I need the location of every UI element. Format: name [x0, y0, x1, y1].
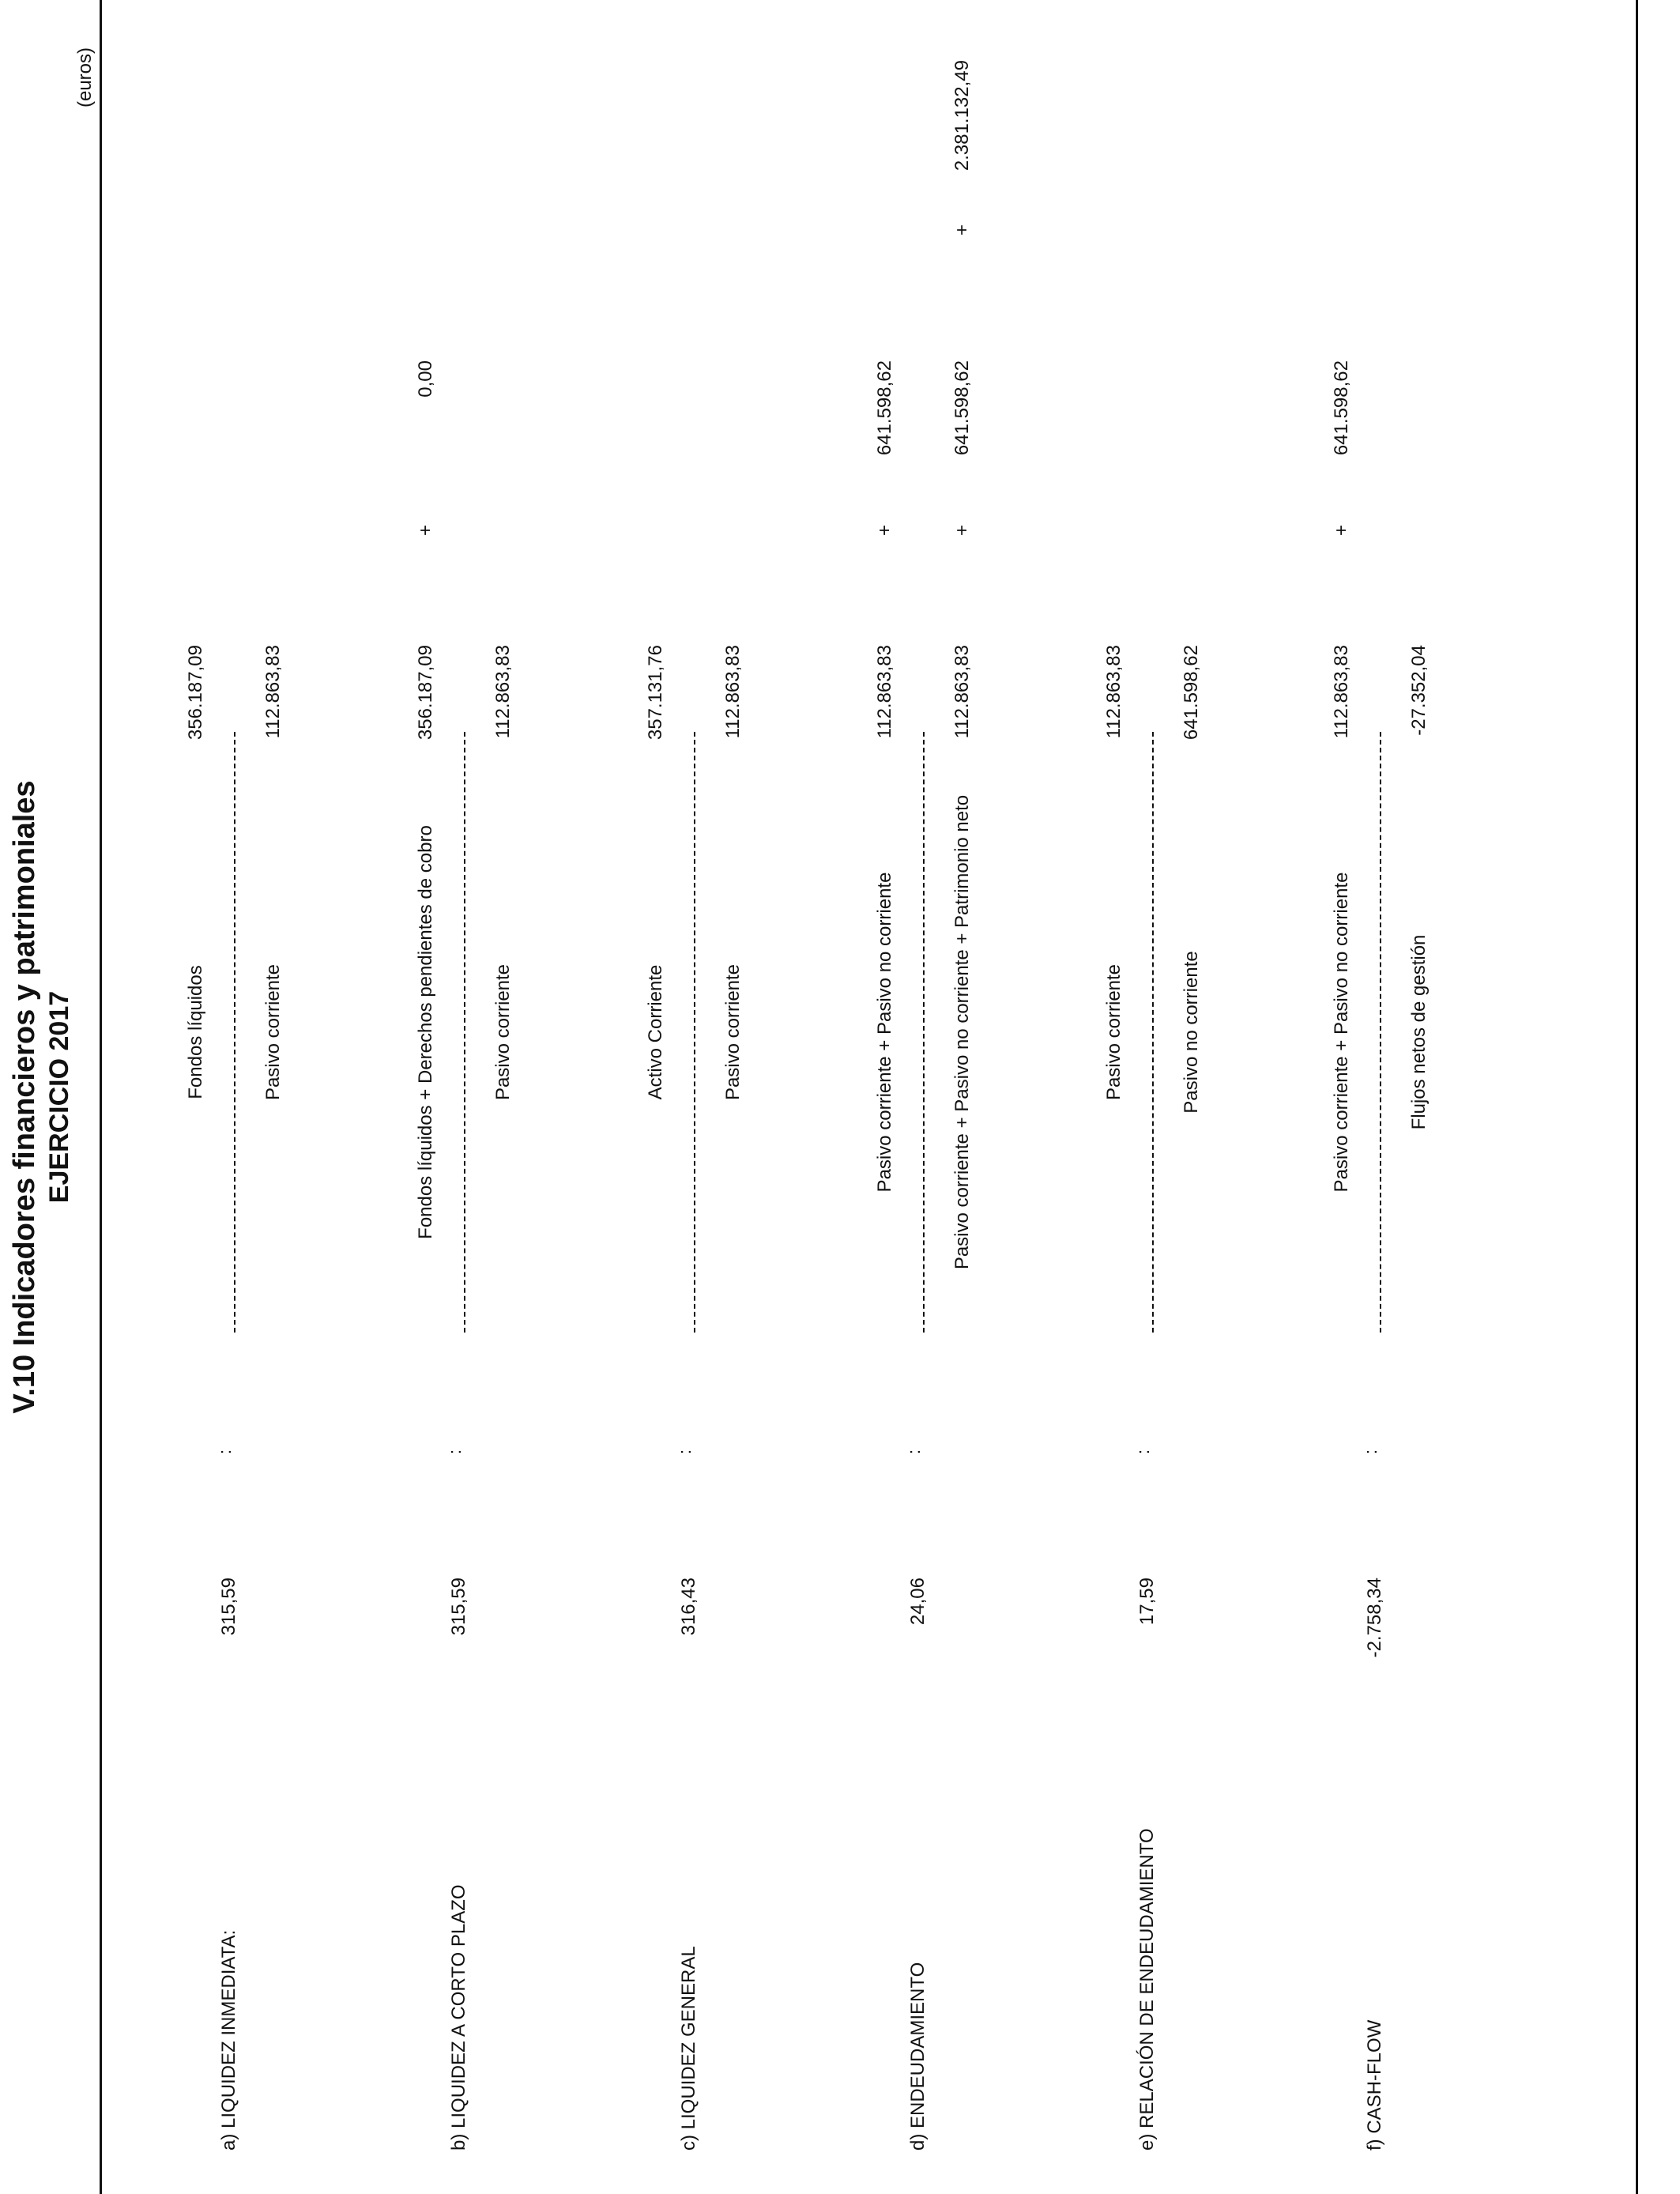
- indicator-result: 315,59: [218, 1578, 239, 1636]
- numerator-value: 356.187,09: [185, 645, 206, 741]
- indicator-result: 24,06: [907, 1578, 929, 1626]
- indicator-result: 17,59: [1136, 1578, 1158, 1626]
- denominator-value: 2.381.132,49: [951, 60, 973, 172]
- fraction-line: [1152, 732, 1154, 1333]
- denominator-text: Pasivo corriente: [492, 963, 514, 1101]
- numerator-text: Pasivo corriente + Pasivo no corriente: [1331, 872, 1352, 1193]
- denominator-value: 641.598,62: [1181, 645, 1202, 741]
- indicator-colon: :: [1361, 1447, 1381, 1455]
- numerator-value: 0,00: [415, 360, 436, 398]
- bottom-rule: [1636, 0, 1638, 2194]
- page-title: V.10 Indicadores financieros y patrimoniales: [8, 780, 41, 1414]
- fraction-line: [694, 732, 695, 1333]
- numerator-value: 641.598,62: [874, 360, 895, 456]
- indicator-colon: :: [675, 1447, 695, 1455]
- denominator-value: 112.863,83: [492, 645, 514, 739]
- denominator-value: 112.863,83: [951, 645, 973, 739]
- numerator-text: Pasivo corriente: [1103, 963, 1124, 1101]
- currency-note: (euros): [74, 47, 96, 107]
- indicator-label: e) RELACIÓN DE ENDEUDAMIENTO: [1136, 1828, 1158, 2151]
- numerator-text: Fondos líquidos: [185, 965, 206, 1099]
- indicator-result: -2.758,34: [1364, 1578, 1385, 1658]
- plus-sign: +: [951, 224, 973, 236]
- denominator-text: Pasivo corriente: [262, 963, 284, 1101]
- indicator-label: a) LIQUIDEZ INMEDIATA:: [218, 1929, 239, 2151]
- plus-sign: +: [415, 525, 436, 537]
- indicator-colon: :: [445, 1447, 465, 1455]
- fraction-line: [234, 732, 235, 1333]
- denominator-value: 112.863,83: [722, 645, 744, 739]
- numerator-value: 356.187,09: [415, 645, 436, 741]
- denominator-value: 112.863,83: [262, 645, 284, 739]
- numerator-text: Pasivo corriente + Pasivo no corriente: [874, 872, 895, 1193]
- indicator-label: d) ENDEUDAMIENTO: [907, 1962, 929, 2151]
- fraction-line: [923, 732, 925, 1333]
- plus-sign: +: [1331, 525, 1352, 537]
- indicator-colon: :: [1133, 1447, 1153, 1455]
- page-subtitle: EJERCICIO 2017: [44, 990, 74, 1204]
- denominator-text: Pasivo no corriente: [1181, 951, 1202, 1114]
- indicator-result: 315,59: [448, 1578, 469, 1636]
- indicator-label: c) LIQUIDEZ GENERAL: [678, 1946, 699, 2151]
- denominator-value: 641.598,62: [951, 360, 973, 456]
- top-rule: [100, 0, 102, 2194]
- numerator-text: Activo Corriente: [645, 964, 666, 1100]
- denominator-text: Flujos netos de gestión: [1408, 934, 1430, 1130]
- indicator-label: b) LIQUIDEZ A CORTO PLAZO: [448, 1884, 469, 2151]
- indicator-result: 316,43: [678, 1578, 699, 1636]
- numerator-value: 112.863,83: [1331, 645, 1352, 739]
- plus-sign: +: [874, 525, 895, 537]
- plus-sign: +: [951, 525, 973, 537]
- numerator-value: 112.863,83: [874, 645, 895, 739]
- denominator-value: -27.352,04: [1408, 645, 1430, 736]
- indicator-label: f) CASH-FLOW: [1364, 2019, 1385, 2151]
- denominator-text: Pasivo corriente + Pasivo no corriente + Patrimonio neto: [951, 794, 973, 1270]
- indicator-colon: :: [215, 1447, 235, 1455]
- numerator-text: Fondos líquidos + Derechos pendientes de cobro: [415, 825, 436, 1239]
- denominator-text: Pasivo corriente: [722, 963, 744, 1101]
- fraction-line: [1380, 732, 1381, 1333]
- fraction-line: [464, 732, 465, 1333]
- indicator-colon: :: [904, 1447, 924, 1455]
- numerator-value: 641.598,62: [1331, 360, 1352, 456]
- numerator-value: 112.863,83: [1103, 645, 1124, 739]
- numerator-value: 357.131,76: [645, 645, 666, 741]
